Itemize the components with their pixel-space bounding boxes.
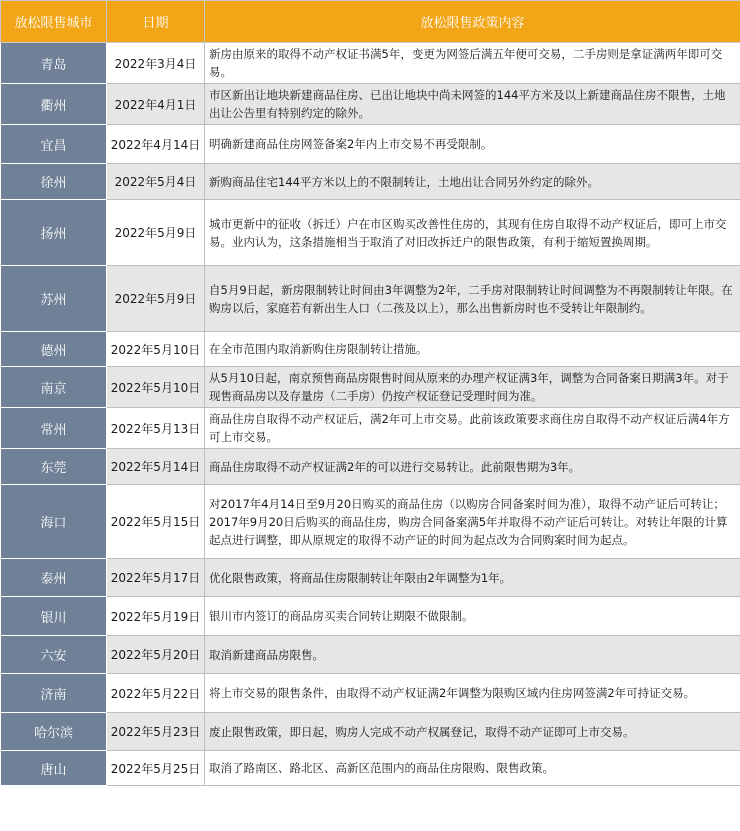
date-cell: 2022年5月14日 — [107, 449, 205, 485]
policy-cell: 市区新出让地块新建商品住房、已出让地块中尚未网签的144平方米及以上新建商品住房不限售，土地出让公告里有特别约定的除外。 — [205, 84, 740, 125]
table-row — [1, 43, 740, 84]
table-row — [1, 200, 740, 266]
table-row — [1, 597, 740, 636]
policy-cell: 将上市交易的限售条件，由取得不动产权证满2年调整为限购区域内住房网签满2年可持证交易。 — [205, 674, 740, 713]
date-cell: 2022年5月23日 — [107, 713, 205, 751]
city-cell: 泰州 — [1, 559, 107, 597]
city-cell: 唐山 — [1, 751, 107, 786]
policy-cell: 自5月9日起，新房限制转让时间由3年调整为2年，二手房对限制转让时间调整为不再限制转让年限。在购房以后，家庭若有新出生人口（二孩及以上），那么出售新房时也不受转让年限制约。 — [205, 266, 740, 332]
policy-cell: 商品住房自取得不动产权证后，满2年可上市交易。此前该政策要求商住房自取得不动产权证后满4年方可上市交易。 — [205, 408, 740, 449]
table-row — [1, 408, 740, 449]
date-cell: 2022年5月20日 — [107, 636, 205, 674]
table-row — [1, 266, 740, 332]
table-row — [1, 332, 740, 367]
table-row — [1, 367, 740, 408]
policy-cell: 商品住房取得不动产权证满2年的可以进行交易转让。此前限售期为3年。 — [205, 449, 740, 485]
policy-cell: 银川市内签订的商品房买卖合同转让期限不做限制。 — [205, 597, 740, 636]
city-cell: 海口 — [1, 485, 107, 559]
table-row — [1, 636, 740, 674]
date-cell: 2022年5月4日 — [107, 164, 205, 200]
table-body — [1, 43, 740, 786]
policy-cell: 取消新建商品房限售。 — [205, 636, 740, 674]
city-cell: 六安 — [1, 636, 107, 674]
table-row — [1, 485, 740, 559]
table-row — [1, 559, 740, 597]
date-cell: 2022年5月9日 — [107, 266, 205, 332]
table-row — [1, 449, 740, 485]
date-cell: 2022年5月9日 — [107, 200, 205, 266]
date-cell: 2022年5月19日 — [107, 597, 205, 636]
city-cell: 哈尔滨 — [1, 713, 107, 751]
city-cell: 衢州 — [1, 84, 107, 125]
city-cell: 徐州 — [1, 164, 107, 200]
table-row — [1, 751, 740, 786]
date-cell: 2022年5月10日 — [107, 367, 205, 408]
policy-cell: 对2017年4月14日至9月20日购买的商品住房（以购房合同备案时间为准），取得不动产证后可转让；2017年9月20日后购买的商品住房，购房合同备案满5年并取得不动产证后可转让。对转让年限的计算起点进行调整，即从原规定的取得不动产证的时间为起点改为合同购案时间为起点。 — [205, 485, 740, 559]
policy-cell: 从5月10日起，南京预售商品房限售时间从原来的办理产权证满3年，调整为合同备案日期满3年。对于现售商品房以及存量房（二手房）仍按产权证登记受理时间为准。 — [205, 367, 740, 408]
city-cell: 济南 — [1, 674, 107, 713]
date-cell: 2022年5月22日 — [107, 674, 205, 713]
policy-cell: 在全市范围内取消新购住房限制转让措施。 — [205, 332, 740, 367]
date-cell: 2022年4月14日 — [107, 125, 205, 164]
city-cell: 德州 — [1, 332, 107, 367]
city-cell: 青岛 — [1, 43, 107, 84]
policy-cell: 新购商品住宅144平方米以上的不限制转让，土地出让合同另外约定的除外。 — [205, 164, 740, 200]
table-row — [1, 84, 740, 125]
header-city: 放松限售城市 — [1, 1, 107, 43]
city-cell: 南京 — [1, 367, 107, 408]
date-cell: 2022年5月25日 — [107, 751, 205, 786]
city-cell: 东莞 — [1, 449, 107, 485]
table-row — [1, 125, 740, 164]
city-cell: 扬州 — [1, 200, 107, 266]
table-row — [1, 674, 740, 713]
table-row — [1, 713, 740, 751]
date-cell: 2022年5月10日 — [107, 332, 205, 367]
policy-cell: 废止限售政策，即日起，购房人完成不动产权属登记，取得不动产证即可上市交易。 — [205, 713, 740, 751]
header-date: 日期 — [107, 1, 205, 43]
policy-cell: 城市更新中的征收（拆迁）户在市区购买改善性住房的，其现有住房自取得不动产权证后，即可上市交易。业内认为，这条措施相当于取消了对旧改拆迁户的限售政策，有利于缩短置换周期。 — [205, 200, 740, 266]
date-cell: 2022年5月15日 — [107, 485, 205, 559]
policy-cell: 新房由原来的取得不动产权证书满5年，变更为网签后满五年便可交易，二手房则是拿证满两年即可交易。 — [205, 43, 740, 84]
city-cell: 银川 — [1, 597, 107, 636]
header-policy: 放松限售政策内容 — [205, 1, 740, 43]
policy-cell: 优化限售政策，将商品住房限制转让年限由2年调整为1年。 — [205, 559, 740, 597]
policy-cell: 取消了路南区、路北区、高新区范围内的商品住房限购、限售政策。 — [205, 751, 740, 786]
city-cell: 宜昌 — [1, 125, 107, 164]
header-row — [1, 1, 740, 43]
date-cell: 2022年5月17日 — [107, 559, 205, 597]
date-cell: 2022年4月1日 — [107, 84, 205, 125]
city-cell: 苏州 — [1, 266, 107, 332]
policy-cell: 明确新建商品住房网签备案2年内上市交易不再受限制。 — [205, 125, 740, 164]
city-cell: 常州 — [1, 408, 107, 449]
table-row — [1, 164, 740, 200]
date-cell: 2022年5月13日 — [107, 408, 205, 449]
date-cell: 2022年3月4日 — [107, 43, 205, 84]
